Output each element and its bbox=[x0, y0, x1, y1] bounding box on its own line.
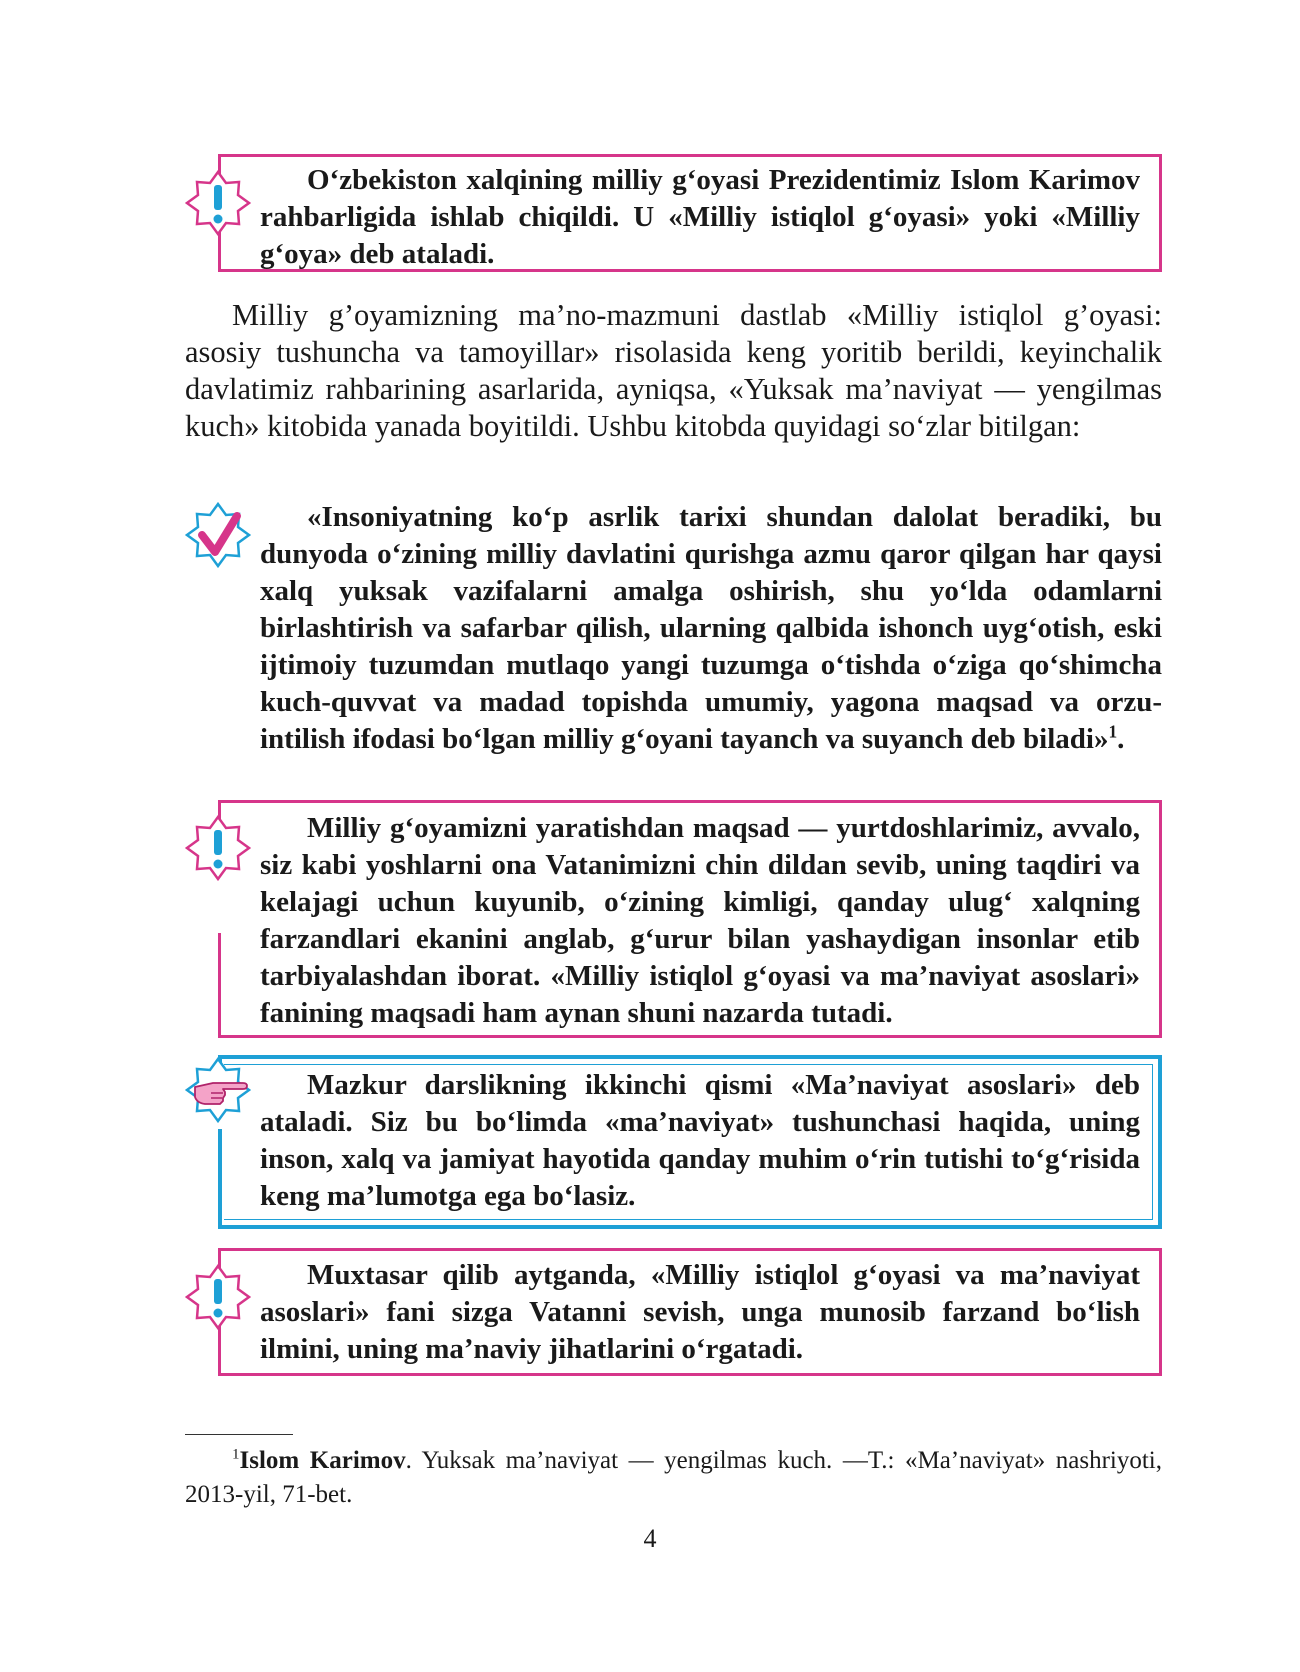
note-text-1: O‘zbekiston xalqining milliy g‘oyasi Prezidentimiz Islom Karimov rahbarligida ishlab chiqildi. U «Milliy istiqlol g‘oyasi» yoki «Milliy g‘oya» deb ataladi. bbox=[260, 164, 1140, 270]
footnote-text: . Yuksak ma’naviyat — yengilmas kuch. —T.: «Ma’naviyat» nashriyoti, 2013-yil, 71-bet. bbox=[185, 1447, 1162, 1508]
note-text-3: Mazkur darslikning ikkinchi qismi «Ma’naviyat asoslari» deb ataladi. Siz bu bo‘limda «ma’naviyat» tushunchasi haqida, uning inson, xalq va jamiyat hayotida qanday muhim o‘rin tutishi to‘g‘risida keng ma’lumotga ega bo‘lasiz. bbox=[260, 1069, 1140, 1212]
exclamation-star-icon bbox=[185, 1264, 251, 1330]
body-paragraph: Milliy g’oyamizning ma’no-mazmuni dastlab «Milliy istiqlol g’oyasi: asosiy tushuncha va tamoyillar» risolasida keng yoritib berildi, keyinchalik davlatimiz rahbarining asarlarida, ayniqsa, «Yuksak ma’naviyat — yengilmas kuch» kitobida yanada boyitildi. Ushbu kitobda quyidagi so‘zlar bitilgan: bbox=[185, 298, 1162, 443]
pointing-hand-star-icon bbox=[185, 1057, 251, 1123]
exclamation-star-icon bbox=[185, 170, 251, 236]
page-number: 4 bbox=[643, 1524, 657, 1553]
note-text-4: Muxtasar qilib aytganda, «Milliy istiqlol g‘oyasi va ma’naviyat asoslari» fani sizga Vatanni sevish, unga munosib farzand bo‘lish ilmini, uning ma’naviy jihatlarini o‘rgatadi. bbox=[260, 1259, 1140, 1365]
checkmark-star-icon bbox=[185, 502, 251, 568]
quote-text: «Insoniyatning ko‘p asrlik tarixi shundan dalolat beradiki, bu dunyoda o‘zining milliy davlatini qurishga azmu qaror qilgan har qaysi xalq yuksak vazifalarni amalga oshirish, shu yo‘lda odamlarni birlashtirish va safarbar qilish, ularning qalbida ishonch uyg‘otish, eski ijtimoiy tuzumdan mutlaqo yangi tuzumga o‘tishda o‘ziga qo‘shimcha kuch-quvvat va madad topishda umumiy, yagona maqsad va orzu-intilish ifodasi bo‘lgan milliy g‘oyani tayanch va suyanch deb biladi»$^1$. bbox=[260, 501, 1162, 755]
footnote-author: Islom Karimov bbox=[239, 1447, 406, 1474]
footnote bbox=[185, 1444, 1162, 1512]
footnote-divider bbox=[185, 1434, 293, 1435]
exclamation-star-icon bbox=[185, 815, 251, 881]
note-text-2: Milliy g‘oyamizni yaratishdan maqsad — yurtdoshlarimiz, avvalo, siz kabi yoshlarni ona Vatanimizni chin dildan sevib, uning taqdiri va kelajagi uchun kuyunib, o‘zining kimligi, qanday ulug‘ xalqning farzandlari ekanini anglab, g‘urur bilan yashaydigan insonlar etib tarbiyalashdan iborat. «Milliy istiqlol g‘oyasi va ma’naviyat asoslari» fanining maqsadi ham aynan shuni nazarda tutadi. bbox=[260, 812, 1140, 1029]
footnote-reference: 1 bbox=[1108, 721, 1118, 742]
footnote-mark: 1 bbox=[232, 1446, 240, 1463]
